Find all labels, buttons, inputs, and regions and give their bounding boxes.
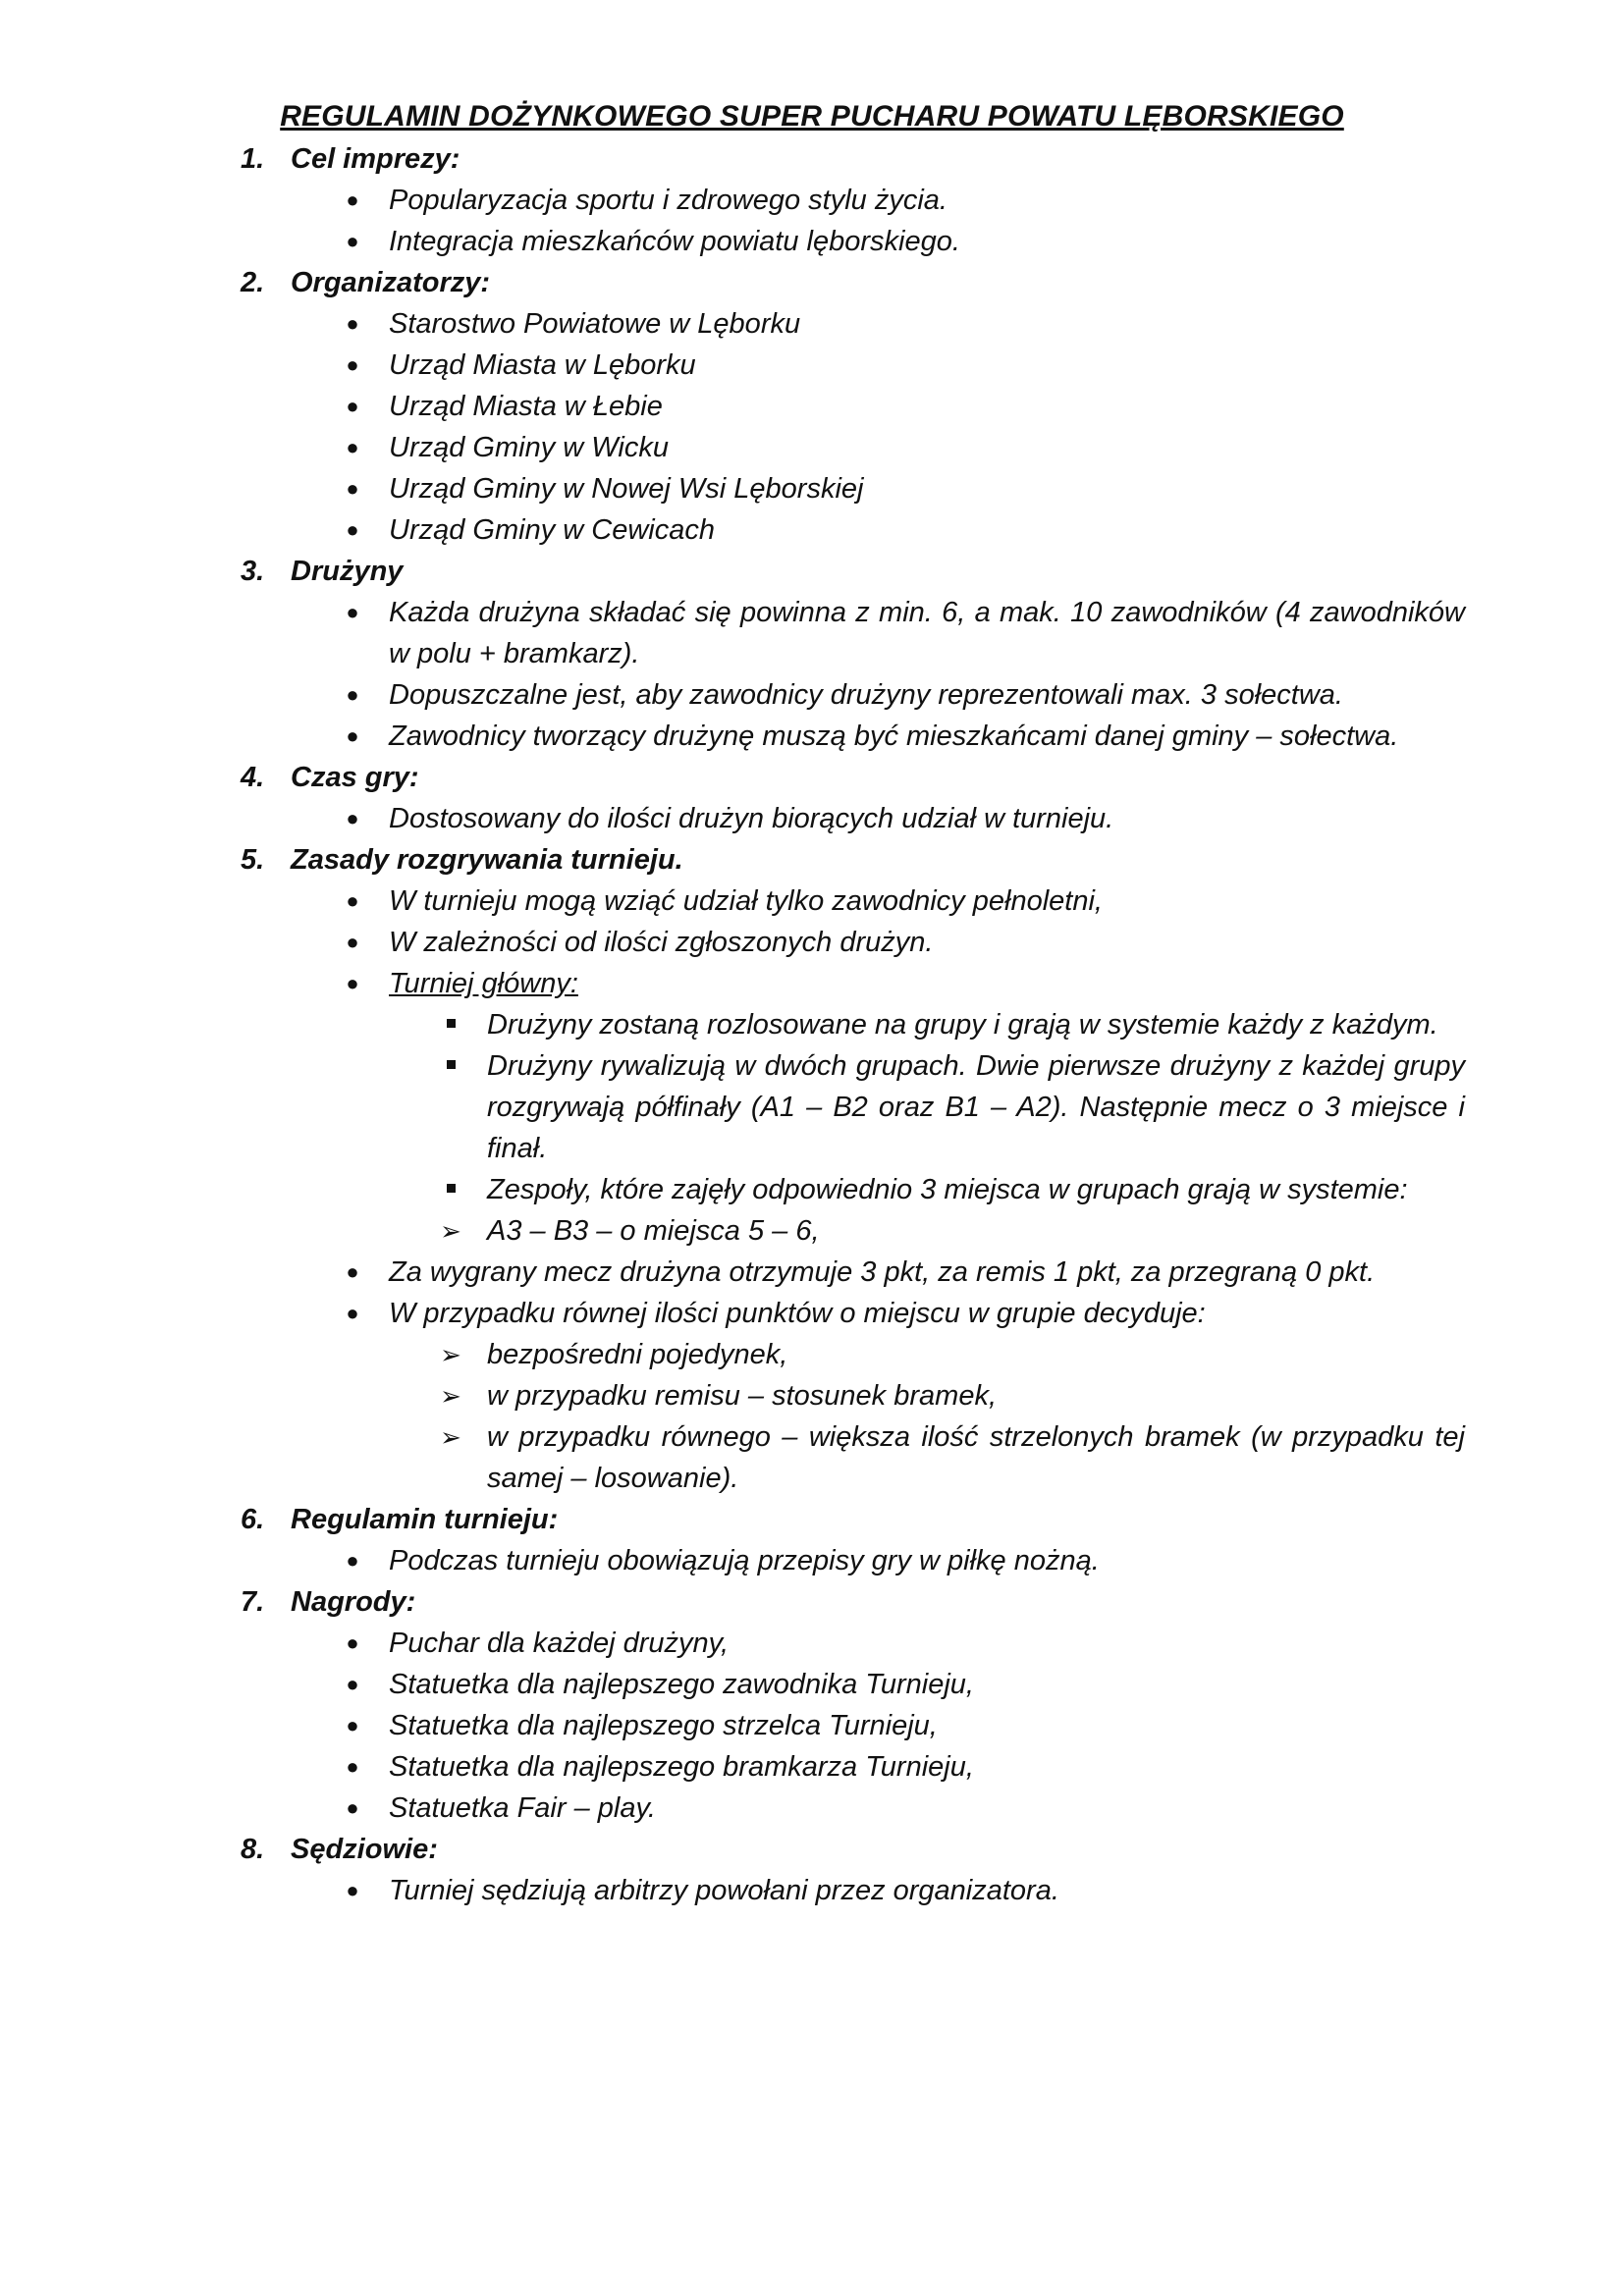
list-item: ● Statuetka dla najlepszego zawodnika Turnieju, [0,1664,1465,1705]
list-item: ● Urząd Gminy w Nowej Wsi Lęborskiej [0,468,1465,509]
section-heading [0,262,1624,303]
bullet-icon: ● [346,229,359,253]
bullet-icon: ● [346,1301,359,1325]
list-item: ● Urząd Miasta w Lęborku [0,345,1465,386]
bullet-icon: ● [346,1259,359,1284]
list-item: ● Podczas turnieju obowiązują przepisy gry w piłkę nożną. [0,1540,1465,1581]
section-heading [0,1499,1624,1540]
section-title: Nagrody: [291,1586,416,1618]
sub-list-item: Drużyny rywalizują w dwóch grupach. Dwie pierwsze drużyny z każdej grupy rozgrywają półfinały (A1 – B2 oraz B1 – A2). Następnie mecz o 3 miejsce i finał. [0,1045,1465,1169]
bullet-icon: ● [346,1672,359,1696]
bullet-icon: ● [346,1754,359,1779]
sub-list-item: ➢ A3 – B3 – o miejsca 5 – 6, [0,1210,1465,1252]
list-item: ● Urząd Gminy w Cewicach [0,509,1465,551]
document-body [0,138,1624,1911]
section-title: Czas gry: [291,762,419,793]
sub-list-item: ➢ w przypadku remisu – stosunek bramek, [0,1375,1465,1416]
section-referees [0,1829,1624,1911]
section-teams [0,551,1624,757]
square-bullet-icon [440,1004,461,1045]
list-item: ● Turniej sędziują arbitrzy powołani przez organizatora. [0,1870,1465,1911]
list-item [0,963,1465,1004]
section-goal [0,138,1624,262]
bullet-icon: ● [346,1548,359,1573]
arrow-bullet-icon: ➢ [440,1340,461,1369]
section-heading [0,1829,1624,1870]
section-heading [0,138,1624,180]
section-number: 8. [241,1834,265,1865]
section-title: Cel imprezy: [291,143,460,175]
section-heading [0,757,1624,798]
list-item: ● Integracja mieszkańców powiatu lęborskiego. [0,221,1465,262]
list-item: ● Dostosowany do ilości drużyn biorących udział w turnieju. [0,798,1465,839]
bullet-icon: ● [346,476,359,501]
sub-list-item: Zespoły, które zajęły odpowiednio 3 miejsca w grupach grają w systemie: [0,1169,1465,1210]
section-game-time [0,757,1624,839]
arrow-bullet-icon: ➢ [440,1381,461,1411]
section-organizers [0,262,1624,551]
list-item: ● Statuetka dla najlepszego bramkarza Turnieju, [0,1746,1465,1788]
bullet-icon: ● [346,888,359,913]
bullet-icon: ● [346,600,359,624]
section-number: 1. [241,143,265,175]
list-item: ● Popularyzacja sportu i zdrowego stylu życia. [0,180,1465,221]
section-title: Zasady rozgrywania turnieju. [291,844,683,876]
bullet-icon: ● [346,806,359,830]
section-heading [0,551,1624,592]
bullet-icon: ● [346,723,359,748]
bullet-icon: ● [346,352,359,377]
section-title: Sędziowie: [291,1834,438,1865]
section-title: Regulamin turnieju: [291,1504,559,1535]
section-number: 3. [241,556,265,587]
document-title: REGULAMIN DOŻYNKOWEGO SUPER PUCHARU POWATU LĘBORSKIEGO [280,100,1344,133]
section-title: Drużyny [291,556,404,587]
section-number: 5. [241,844,265,876]
section-heading [0,839,1624,881]
bullet-icon: ● [346,1795,359,1820]
section-regulations [0,1499,1624,1581]
bullet-icon: ● [346,930,359,954]
bullet-icon: ● [346,1713,359,1737]
bullet-icon: ● [346,1878,359,1902]
sub-list-item: Drużyny zostaną rozlosowane na grupy i grają w systemie każdy z każdym. [0,1004,1465,1045]
list-item: ● Zawodnicy tworzący drużynę muszą być mieszkańcami danej gminy – sołectwa. [0,716,1465,757]
section-number: 7. [241,1586,265,1618]
bullet-icon: ● [346,311,359,336]
bullet-icon: ● [346,971,359,995]
main-tournament-label: Turniej główny: [389,968,578,999]
section-number: 6. [241,1504,265,1535]
square-bullet-icon [440,1169,461,1210]
bullet-icon: ● [346,435,359,459]
list-item: ● W zależności od ilości zgłoszonych drużyn. [0,922,1465,963]
section-title: Organizatorzy: [291,267,491,298]
bullet-icon: ● [346,517,359,542]
square-bullet-icon [440,1045,461,1087]
section-tournament-rules [0,839,1624,1499]
list-item: ● Statuetka dla najlepszego strzelca Turnieju, [0,1705,1465,1746]
section-heading [0,1581,1624,1623]
bullet-icon: ● [346,1630,359,1655]
list-item: ● Starostwo Powiatowe w Lęborku [0,303,1465,345]
section-number: 2. [241,267,265,298]
list-item: ● Puchar dla każdej drużyny, [0,1623,1465,1664]
bullet-icon: ● [346,394,359,418]
list-item: ● Za wygrany mecz drużyna otrzymuje 3 pkt, za remis 1 pkt, za przegraną 0 pkt. [0,1252,1465,1293]
list-item: ● Statuetka Fair – play. [0,1788,1465,1829]
list-item: ● Urząd Gminy w Wicku [0,427,1465,468]
section-number: 4. [241,762,265,793]
sub-list-item: ➢ w przypadku równego – większa ilość strzelonych bramek (w przypadku tej samej – losowanie). [0,1416,1465,1499]
list-item: ● Dopuszczalne jest, aby zawodnicy drużyny reprezentowali max. 3 sołectwa. [0,674,1465,716]
bullet-icon: ● [346,187,359,212]
list-item: ● Urząd Miasta w Łebie [0,386,1465,427]
list-item: ● W przypadku równej ilości punktów o miejscu w grupie decyduje: [0,1293,1465,1334]
section-awards [0,1581,1624,1829]
arrow-bullet-icon: ➢ [440,1216,461,1246]
arrow-bullet-icon: ➢ [440,1422,461,1452]
bullet-icon: ● [346,682,359,707]
sub-list-item: ➢ bezpośredni pojedynek, [0,1334,1465,1375]
list-item: ● W turnieju mogą wziąć udział tylko zawodnicy pełnoletni, [0,881,1465,922]
list-item: ● Każda drużyna składać się powinna z min. 6, a mak. 10 zawodników (4 zawodników w polu + bramkarz). [0,592,1465,674]
